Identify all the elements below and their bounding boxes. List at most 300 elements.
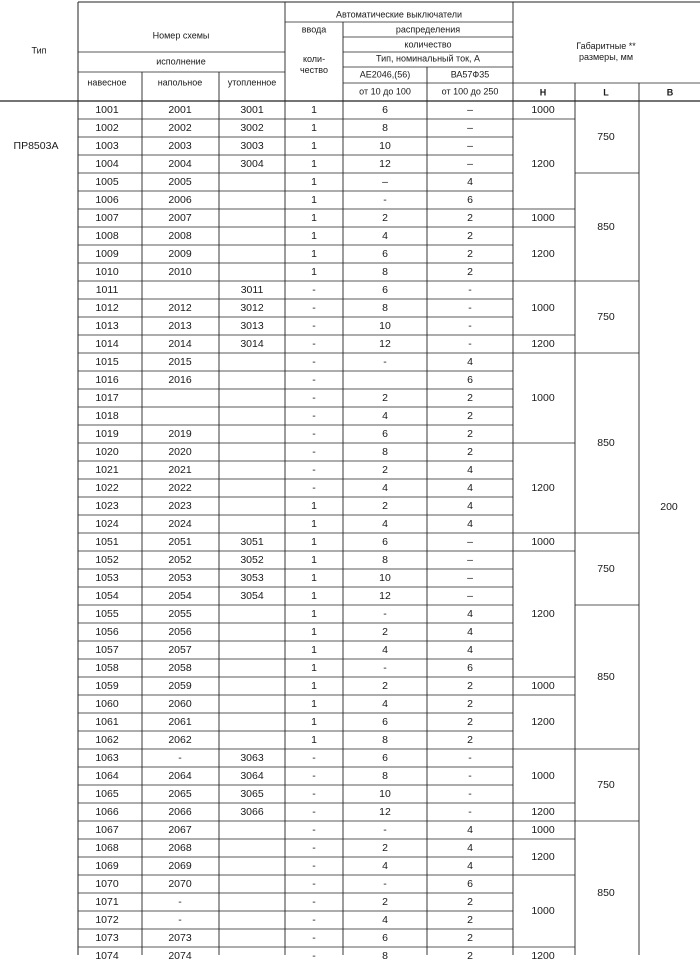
cell-ae-qty: 6 [382, 535, 388, 548]
cell-recessed: 3012 [240, 301, 264, 314]
cell-floor: 2024 [168, 517, 192, 530]
cell-recessed: 3063 [240, 751, 264, 764]
cell-va-qty: 4 [467, 463, 473, 476]
cell-va-qty: – [467, 103, 473, 116]
cell-ae-qty: 2 [382, 625, 388, 638]
cell-ae-qty: 12 [379, 805, 391, 818]
cell-input-qty: 1 [311, 643, 317, 656]
cell-ae-qty: 6 [382, 427, 388, 440]
cell-floor: 2013 [168, 319, 192, 332]
cell-floor: 2003 [168, 139, 192, 152]
dimension-h-value: 1000 [531, 103, 555, 116]
cell-wall: 1013 [95, 319, 119, 332]
cell-va-qty: 2 [467, 211, 473, 224]
cell-input-qty: 1 [311, 535, 317, 548]
cell-wall: 1054 [95, 589, 119, 602]
dimension-h-value: 1000 [531, 211, 555, 224]
cell-floor: 2053 [168, 571, 192, 584]
dimension-h-value: 1000 [531, 823, 555, 836]
cell-ae-qty: 8 [382, 121, 388, 134]
cell-wall: 1012 [95, 301, 119, 314]
cell-va-qty: 2 [467, 265, 473, 278]
cell-va-qty: 4 [467, 607, 473, 620]
header-b: B [666, 87, 674, 98]
cell-input-qty: 1 [311, 679, 317, 692]
cell-wall: 1066 [95, 805, 119, 818]
cell-recessed: 3051 [240, 535, 264, 548]
header-ae-range: от 10 до 100 [359, 86, 411, 97]
cell-ae-qty: 12 [379, 337, 391, 350]
dimension-l-value: 750 [597, 130, 615, 143]
cell-wall: 1008 [95, 229, 119, 242]
cell-ae-qty: 10 [379, 319, 391, 332]
cell-floor: 2009 [168, 247, 192, 260]
cell-va-qty: 2 [467, 697, 473, 710]
dimension-l-value: 850 [597, 670, 615, 683]
cell-wall: 1074 [95, 949, 119, 962]
dimension-l-value: 750 [597, 310, 615, 323]
cell-recessed: 3013 [240, 319, 264, 332]
cell-va-qty: 2 [467, 913, 473, 926]
cell-wall: 1069 [95, 859, 119, 872]
cell-recessed: 3064 [240, 769, 264, 782]
dimension-h-value: 1000 [531, 769, 555, 782]
header-input-quantity: коли- чество [299, 53, 328, 75]
cell-floor: 2004 [168, 157, 192, 170]
cell-input-qty: - [312, 301, 316, 314]
cell-recessed: 3014 [240, 337, 264, 350]
cell-va-qty: – [467, 553, 473, 566]
cell-va-qty: 4 [467, 823, 473, 836]
cell-ae-qty: 4 [382, 229, 388, 242]
cell-va-qty: – [467, 157, 473, 170]
cell-ae-qty: 6 [382, 247, 388, 260]
cell-input-qty: 1 [311, 121, 317, 134]
cell-floor: 2002 [168, 121, 192, 134]
header-input: ввода [301, 24, 327, 35]
cell-va-qty: - [468, 301, 472, 314]
cell-ae-qty: 8 [382, 733, 388, 746]
header-type: Тип [31, 45, 47, 56]
header-quantity: количество [404, 39, 452, 50]
cell-wall: 1062 [95, 733, 119, 746]
cell-floor: 2014 [168, 337, 192, 350]
cell-ae-qty: 4 [382, 481, 388, 494]
cell-va-qty: – [467, 589, 473, 602]
header-mount-wall: навесное [87, 77, 127, 88]
cell-input-qty: 1 [311, 553, 317, 566]
cell-floor: 2055 [168, 607, 192, 620]
cell-ae-qty: 4 [382, 517, 388, 530]
cell-va-qty: - [468, 283, 472, 296]
cell-va-qty: - [468, 787, 472, 800]
cell-va-qty: 2 [467, 931, 473, 944]
cell-va-qty: 2 [467, 391, 473, 404]
dimension-l-value: 750 [597, 778, 615, 791]
dimension-h-value: 1200 [531, 247, 555, 260]
cell-floor: 2067 [168, 823, 192, 836]
cell-recessed: 3054 [240, 589, 264, 602]
cell-floor: 2006 [168, 193, 192, 206]
cell-va-qty: – [467, 571, 473, 584]
cell-floor: 2022 [168, 481, 192, 494]
cell-floor: - [178, 895, 182, 908]
cell-input-qty: - [312, 895, 316, 908]
cell-va-qty: – [467, 535, 473, 548]
dimension-l-value: 850 [597, 436, 615, 449]
cell-recessed: 3052 [240, 553, 264, 566]
cell-input-qty: 1 [311, 157, 317, 170]
cell-ae-qty: 6 [382, 283, 388, 296]
cell-va-qty: 2 [467, 733, 473, 746]
cell-floor: 2005 [168, 175, 192, 188]
header-mount-floor: напольное [157, 77, 203, 88]
cell-wall: 1010 [95, 265, 119, 278]
cell-floor: 2062 [168, 733, 192, 746]
cell-wall: 1019 [95, 427, 119, 440]
cell-input-qty: 1 [311, 103, 317, 116]
cell-wall: 1003 [95, 139, 119, 152]
cell-ae-qty: - [383, 661, 387, 674]
cell-floor: 2051 [168, 535, 192, 548]
cell-va-qty: 2 [467, 427, 473, 440]
cell-floor: - [178, 913, 182, 926]
cell-ae-qty: 8 [382, 769, 388, 782]
cell-recessed: 3002 [240, 121, 264, 134]
cell-wall: 1072 [95, 913, 119, 926]
cell-ae-qty: 4 [382, 409, 388, 422]
header-type-current: Тип, номинальный ток, А [375, 53, 481, 64]
cell-recessed: 3011 [240, 283, 264, 296]
cell-input-qty: - [312, 931, 316, 944]
cell-input-qty: 1 [311, 517, 317, 530]
cell-va-qty: – [467, 139, 473, 152]
cell-input-qty: - [312, 481, 316, 494]
cell-ae-qty: 8 [382, 553, 388, 566]
cell-floor: - [178, 751, 182, 764]
cell-floor: 2008 [168, 229, 192, 242]
cell-floor: 2007 [168, 211, 192, 224]
cell-input-qty: - [312, 805, 316, 818]
cell-floor: 2065 [168, 787, 192, 800]
cell-va-qty: - [468, 805, 472, 818]
header-distribution: распределения [395, 24, 461, 35]
dimension-h-value: 1200 [531, 157, 555, 170]
header-execution: исполнение [156, 56, 206, 67]
cell-va-qty: 4 [467, 481, 473, 494]
cell-input-qty: - [312, 859, 316, 872]
cell-floor: 2052 [168, 553, 192, 566]
cell-input-qty: 1 [311, 733, 317, 746]
cell-ae-qty: - [383, 823, 387, 836]
cell-va-qty: 4 [467, 355, 473, 368]
cell-input-qty: - [312, 373, 316, 386]
cell-recessed: 3003 [240, 139, 264, 152]
cell-ae-qty: 2 [382, 841, 388, 854]
cell-ae-qty: 4 [382, 913, 388, 926]
dimension-h-value: 1200 [531, 337, 555, 350]
cell-input-qty: - [312, 769, 316, 782]
cell-input-qty: 1 [311, 589, 317, 602]
cell-ae-qty: 12 [379, 589, 391, 602]
cell-wall: 1017 [95, 391, 119, 404]
cell-input-qty: 1 [311, 139, 317, 152]
cell-input-qty: - [312, 283, 316, 296]
cell-input-qty: - [312, 751, 316, 764]
cell-wall: 1007 [95, 211, 119, 224]
cell-input-qty: 1 [311, 607, 317, 620]
cell-floor: 2054 [168, 589, 192, 602]
cell-input-qty: - [312, 823, 316, 836]
cell-input-qty: 1 [311, 715, 317, 728]
cell-wall: 1058 [95, 661, 119, 674]
cell-va-qty: 4 [467, 841, 473, 854]
cell-floor: 2015 [168, 355, 192, 368]
cell-input-qty: 1 [311, 265, 317, 278]
dimension-h-value: 1200 [531, 850, 555, 863]
header-h: H [539, 87, 547, 98]
dimension-h-value: 1000 [531, 904, 555, 917]
cell-va-qty: - [468, 751, 472, 764]
cell-floor: 2060 [168, 697, 192, 710]
cell-va-qty: 2 [467, 247, 473, 260]
cell-wall: 1018 [95, 409, 119, 422]
cell-ae-qty: 2 [382, 391, 388, 404]
cell-ae-qty: 4 [382, 859, 388, 872]
cell-wall: 1005 [95, 175, 119, 188]
cell-ae-qty: 4 [382, 697, 388, 710]
cell-wall: 1053 [95, 571, 119, 584]
cell-ae-qty: - [383, 877, 387, 890]
cell-input-qty: 1 [311, 625, 317, 638]
cell-input-qty: - [312, 319, 316, 332]
cell-floor: 2021 [168, 463, 192, 476]
cell-input-qty: - [312, 463, 316, 476]
cell-va-qty: 2 [467, 949, 473, 962]
cell-ae-qty: 2 [382, 679, 388, 692]
cell-wall: 1071 [95, 895, 119, 908]
cell-input-qty: 1 [311, 247, 317, 260]
cell-input-qty: - [312, 409, 316, 422]
cell-ae-qty: 8 [382, 265, 388, 278]
dimension-h-value: 1200 [531, 805, 555, 818]
dimension-h-value: 1000 [531, 535, 555, 548]
cell-wall: 1023 [95, 499, 119, 512]
cell-ae-qty: - [383, 607, 387, 620]
cell-ae-qty: 10 [379, 571, 391, 584]
cell-va-qty: 2 [467, 409, 473, 422]
cell-wall: 1024 [95, 517, 119, 530]
header-va-range: от 100 до 250 [441, 86, 499, 97]
cell-wall: 1064 [95, 769, 119, 782]
type-value: ПР8503А [13, 139, 59, 152]
cell-va-qty: 4 [467, 517, 473, 530]
cell-recessed: 3065 [240, 787, 264, 800]
cell-wall: 1065 [95, 787, 119, 800]
cell-input-qty: - [312, 445, 316, 458]
dimension-h-value: 1200 [531, 481, 555, 494]
cell-wall: 1022 [95, 481, 119, 494]
cell-input-qty: 1 [311, 499, 317, 512]
cell-wall: 1015 [95, 355, 119, 368]
cell-wall: 1057 [95, 643, 119, 656]
cell-ae-qty: 2 [382, 499, 388, 512]
cell-ae-qty: 12 [379, 157, 391, 170]
cell-wall: 1002 [95, 121, 119, 134]
cell-wall: 1004 [95, 157, 119, 170]
header-breakers: Автоматические выключатели [335, 9, 463, 20]
dimension-l-value: 750 [597, 562, 615, 575]
cell-input-qty: 1 [311, 211, 317, 224]
cell-recessed: 3001 [240, 103, 264, 116]
cell-wall: 1016 [95, 373, 119, 386]
cell-input-qty: 1 [311, 571, 317, 584]
cell-floor: 2016 [168, 373, 192, 386]
dimension-h-value: 1200 [531, 949, 555, 962]
cell-va-qty: 2 [467, 895, 473, 908]
cell-floor: 2023 [168, 499, 192, 512]
cell-wall: 1006 [95, 193, 119, 206]
cell-input-qty: 1 [311, 229, 317, 242]
cell-va-qty: - [468, 337, 472, 350]
cell-floor: 2001 [168, 103, 192, 116]
cell-input-qty: - [312, 877, 316, 890]
cell-ae-qty: 2 [382, 463, 388, 476]
cell-va-qty: 2 [467, 229, 473, 242]
header-dimensions: Габаритные ** размеры, мм [576, 40, 636, 62]
header-scheme-number: Номер схемы [152, 30, 210, 41]
dimension-h-value: 1200 [531, 607, 555, 620]
cell-wall: 1051 [95, 535, 119, 548]
cell-wall: 1056 [95, 625, 119, 638]
cell-floor: 2069 [168, 859, 192, 872]
cell-wall: 1067 [95, 823, 119, 836]
cell-va-qty: 2 [467, 679, 473, 692]
cell-input-qty: - [312, 949, 316, 962]
cell-va-qty: 2 [467, 445, 473, 458]
cell-floor: 2058 [168, 661, 192, 674]
cell-ae-qty: 4 [382, 643, 388, 656]
cell-floor: 2066 [168, 805, 192, 818]
cell-wall: 1060 [95, 697, 119, 710]
cell-ae-qty: – [382, 175, 388, 188]
cell-floor: 2073 [168, 931, 192, 944]
cell-va-qty: 6 [467, 661, 473, 674]
cell-input-qty: 1 [311, 175, 317, 188]
dimension-l-value: 850 [597, 886, 615, 899]
cell-va-qty: - [468, 769, 472, 782]
cell-ae-qty: 2 [382, 895, 388, 908]
cell-va-qty: – [467, 121, 473, 134]
cell-floor: 2074 [168, 949, 192, 962]
cell-va-qty: 4 [467, 859, 473, 872]
cell-input-qty: - [312, 787, 316, 800]
cell-wall: 1068 [95, 841, 119, 854]
cell-input-qty: 1 [311, 661, 317, 674]
cell-ae-qty: 6 [382, 751, 388, 764]
cell-recessed: 3066 [240, 805, 264, 818]
cell-wall: 1014 [95, 337, 119, 350]
cell-wall: 1011 [95, 283, 119, 296]
cell-wall: 1070 [95, 877, 119, 890]
cell-va-qty: 6 [467, 193, 473, 206]
cell-floor: 2061 [168, 715, 192, 728]
cell-ae-qty: 2 [382, 211, 388, 224]
dimension-h-value: 1200 [531, 715, 555, 728]
cell-va-qty: 4 [467, 175, 473, 188]
dimension-b-value: 200 [660, 500, 678, 513]
cell-recessed: 3053 [240, 571, 264, 584]
cell-va-qty: 6 [467, 373, 473, 386]
cell-va-qty: 2 [467, 715, 473, 728]
cell-wall: 1063 [95, 751, 119, 764]
cell-wall: 1061 [95, 715, 119, 728]
cell-wall: 1009 [95, 247, 119, 260]
cell-floor: 2020 [168, 445, 192, 458]
cell-input-qty: 1 [311, 193, 317, 206]
cell-ae-qty: 10 [379, 787, 391, 800]
cell-wall: 1052 [95, 553, 119, 566]
cell-va-qty: 6 [467, 877, 473, 890]
header-va: ВА57Ф35 [450, 69, 490, 80]
cell-input-qty: - [312, 841, 316, 854]
cell-ae-qty: 8 [382, 445, 388, 458]
cell-ae-qty: 6 [382, 103, 388, 116]
cell-floor: 2064 [168, 769, 192, 782]
cell-floor: 2056 [168, 625, 192, 638]
cell-wall: 1073 [95, 931, 119, 944]
cell-input-qty: - [312, 337, 316, 350]
cell-ae-qty: 8 [382, 949, 388, 962]
cell-input-qty: - [312, 427, 316, 440]
cell-ae-qty: - [383, 193, 387, 206]
cell-floor: 2068 [168, 841, 192, 854]
cell-floor: 2012 [168, 301, 192, 314]
cell-va-qty: 4 [467, 643, 473, 656]
cell-wall: 1020 [95, 445, 119, 458]
cell-floor: 2059 [168, 679, 192, 692]
cell-va-qty: 4 [467, 625, 473, 638]
cell-floor: 2010 [168, 265, 192, 278]
header-l: L [603, 87, 609, 98]
dimension-h-value: 1000 [531, 679, 555, 692]
dimension-h-value: 1000 [531, 391, 555, 404]
cell-floor: 2019 [168, 427, 192, 440]
cell-input-qty: - [312, 391, 316, 404]
cell-va-qty: 4 [467, 499, 473, 512]
cell-ae-qty: - [383, 355, 387, 368]
cell-input-qty: 1 [311, 697, 317, 710]
cell-wall: 1001 [95, 103, 119, 116]
cell-ae-qty: 6 [382, 715, 388, 728]
cell-floor: 2057 [168, 643, 192, 656]
cell-input-qty: - [312, 913, 316, 926]
cell-ae-qty: 6 [382, 931, 388, 944]
cell-ae-qty: 10 [379, 139, 391, 152]
cell-va-qty: - [468, 319, 472, 332]
cell-wall: 1021 [95, 463, 119, 476]
cell-recessed: 3004 [240, 157, 264, 170]
cell-wall: 1055 [95, 607, 119, 620]
header-ae: АЕ2046,(56) [359, 69, 411, 80]
dimension-h-value: 1000 [531, 301, 555, 314]
cell-wall: 1059 [95, 679, 119, 692]
header-mount-recessed: утопленное [227, 77, 277, 88]
cell-ae-qty: 8 [382, 301, 388, 314]
cell-input-qty: - [312, 355, 316, 368]
dimension-l-value: 850 [597, 220, 615, 233]
cell-floor: 2070 [168, 877, 192, 890]
